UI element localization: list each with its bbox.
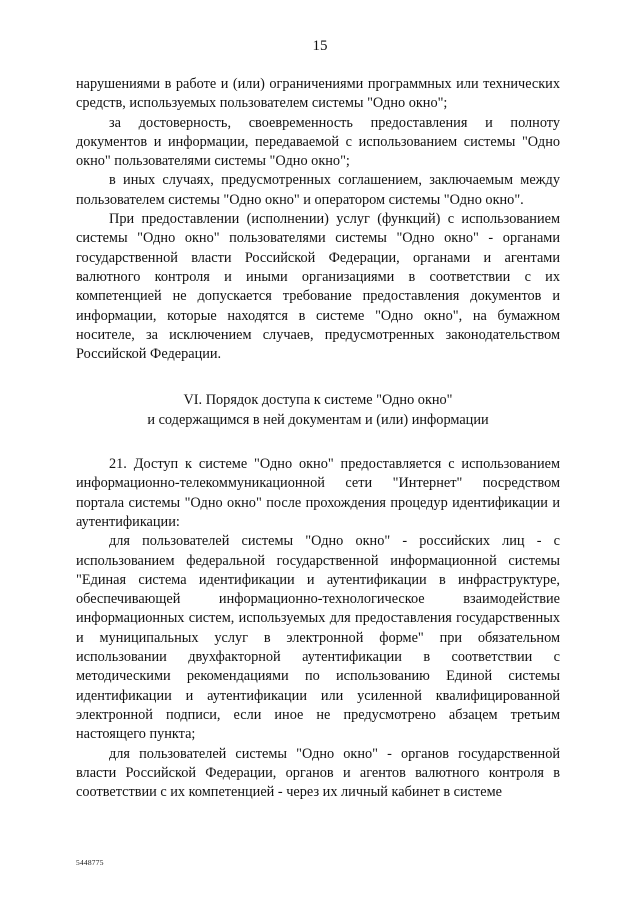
page-number: 15 (312, 38, 328, 54)
paragraph: При предоставлении (исполнении) услуг (функций) с использованием системы "Одно окно" пользователями системы "Одно окно" - органами государственной власти Российской Федерации, органами и агентами валютного контроля и иными организациями в соответствии с их компетенцией не допускается требование предоставления документов и информации, которые находятся в системе "Одно окно", на бумажном носителе, за исключением случаев, предусмотренных законодательством Российской Федерации. (76, 211, 560, 363)
paragraph: для пользователей системы "Одно окно" - российских лиц - с использованием федеральной государственной информационной системы "Единая система идентификации и аутентификации в инфраструктуре, обеспечивающей информационно-технологическое взаимодействие информационных систем, используемых для предоставления государственных и муниципальных услуг в электронной форме" при обязательном использовании двухфакторной аутентификации в соответствии с методическими рекомендациями по использованию Единой системы идентификации и аутентификации или усиленной квалифицированной электронной подписи, если иное не предусмотрено абзацем третьим настоящего пункта; (76, 533, 560, 743)
section-heading (76, 391, 560, 430)
paragraph: нарушениями в работе и (или) ограничениями программных или технических средств, используемых пользователем системы "Одно окно"; (76, 76, 560, 112)
paragraph: за достоверность, своевременность предоставления и полноту документов и информации, передаваемой с использованием системы "Одно окно" пользователями системы "Одно окно"; (76, 114, 560, 170)
paragraph: в иных случаях, предусмотренных соглашением, заключаемым между пользователем системы "Одно окно" и оператором системы "Одно окно". (76, 172, 560, 208)
section-heading-line: и содержащимся в ней документам и (или) информации (147, 411, 489, 428)
paragraph: 21. Доступ к системе "Одно окно" предоставляется с использованием информационно-телекоммуникационной сети "Интернет" посредством портала системы "Одно окно" после прохождения процедур идентификации и аутентификации: (76, 456, 560, 530)
section-heading-line: VI. Порядок доступа к системе "Одно окно" (183, 392, 453, 409)
document-id: 5448775 (76, 858, 104, 867)
document-body (76, 75, 560, 802)
paragraph: для пользователей системы "Одно окно" - органов государственной власти Российской Федерации, органов и агентов валютного контроля в соответствии с их компетенцией - через их личный кабинет в системе (76, 745, 560, 801)
